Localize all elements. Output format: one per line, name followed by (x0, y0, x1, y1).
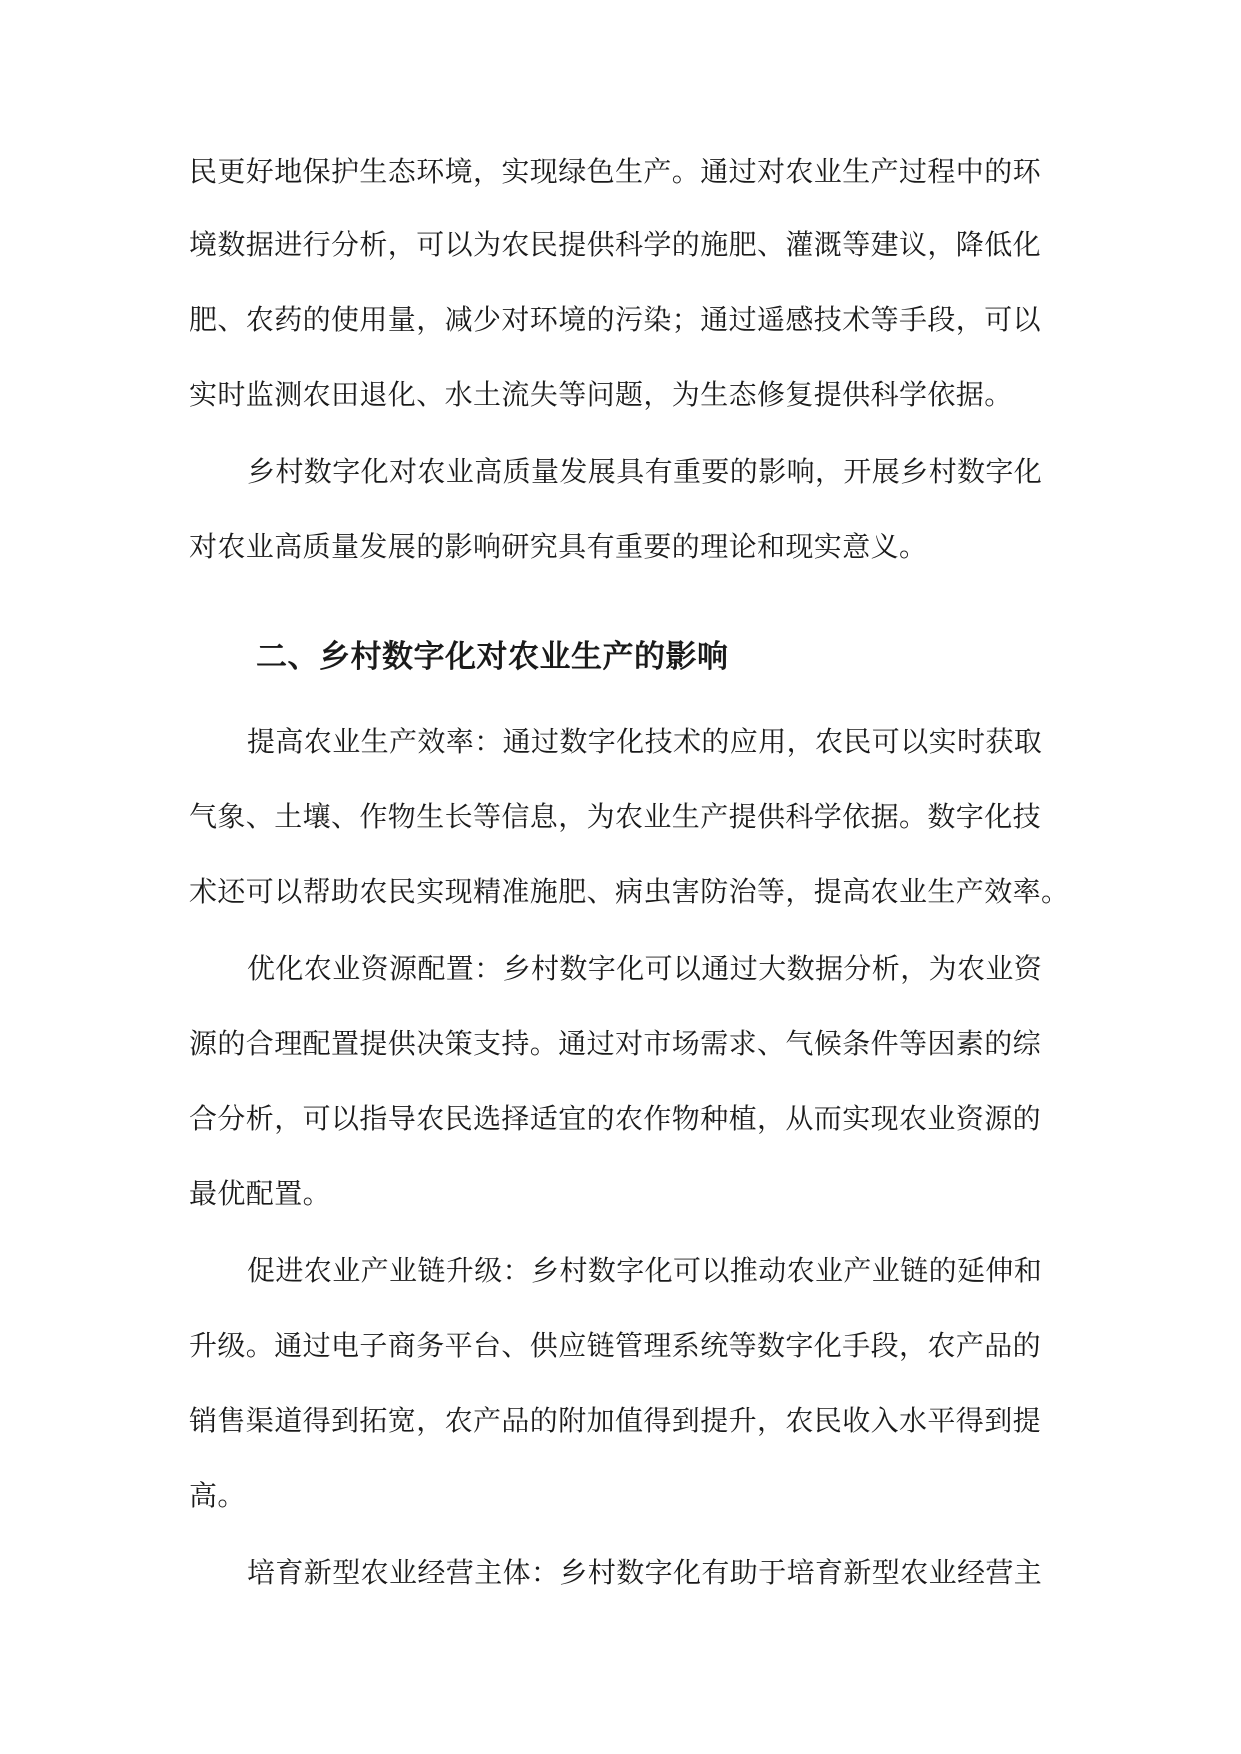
paragraph-3-line-3: 术还可以帮助农民实现精准施肥、病虫害防治等，提高农业生产效率。 (189, 875, 1070, 908)
paragraph-4-line-3: 合分析，可以指导农民选择适宜的农作物种植，从而实现农业资源的 (189, 1102, 1042, 1135)
paragraph-1-line-3: 肥、农药的使用量，减少对环境的污染；通过遥感技术等手段，可以 (189, 303, 1042, 336)
paragraph-5-line-4: 高。 (189, 1479, 246, 1512)
paragraph-6-line-1: 培育新型农业经营主体：乡村数字化有助于培育新型农业经营主 (247, 1556, 1043, 1589)
paragraph-2-line-1: 乡村数字化对农业高质量发展具有重要的影响，开展乡村数字化 (247, 455, 1043, 488)
paragraph-4-line-2: 源的合理配置提供决策支持。通过对市场需求、气候条件等因素的综 (189, 1027, 1042, 1060)
paragraph-3-line-1: 提高农业生产效率：通过数字化技术的应用，农民可以实时获取 (247, 725, 1043, 758)
paragraph-4-line-4: 最优配置。 (189, 1177, 332, 1210)
section-heading: 二、乡村数字化对农业生产的影响 (256, 639, 729, 675)
paragraph-5-line-3: 销售渠道得到拓宽，农产品的附加值得到提升，农民收入水平得到提 (189, 1404, 1042, 1437)
paragraph-3-line-2: 气象、土壤、作物生长等信息，为农业生产提供科学依据。数字化技 (189, 800, 1042, 833)
paragraph-1-line-1: 民更好地保护生态环境，实现绿色生产。通过对农业生产过程中的环 (189, 155, 1042, 188)
paragraph-2-line-2: 对农业高质量发展的影响研究具有重要的理论和现实意义。 (189, 530, 928, 563)
paragraph-5-line-1: 促进农业产业链升级：乡村数字化可以推动农业产业链的延伸和 (247, 1254, 1043, 1287)
paragraph-1-line-4: 实时监测农田退化、水土流失等问题，为生态修复提供科学依据。 (189, 378, 1013, 411)
paragraph-4-line-1: 优化农业资源配置：乡村数字化可以通过大数据分析，为农业资 (247, 952, 1043, 985)
paragraph-5-line-2: 升级。通过电子商务平台、供应链管理系统等数字化手段，农产品的 (189, 1329, 1042, 1362)
paragraph-1-line-2: 境数据进行分析，可以为农民提供科学的施肥、灌溉等建议，降低化 (189, 228, 1042, 261)
